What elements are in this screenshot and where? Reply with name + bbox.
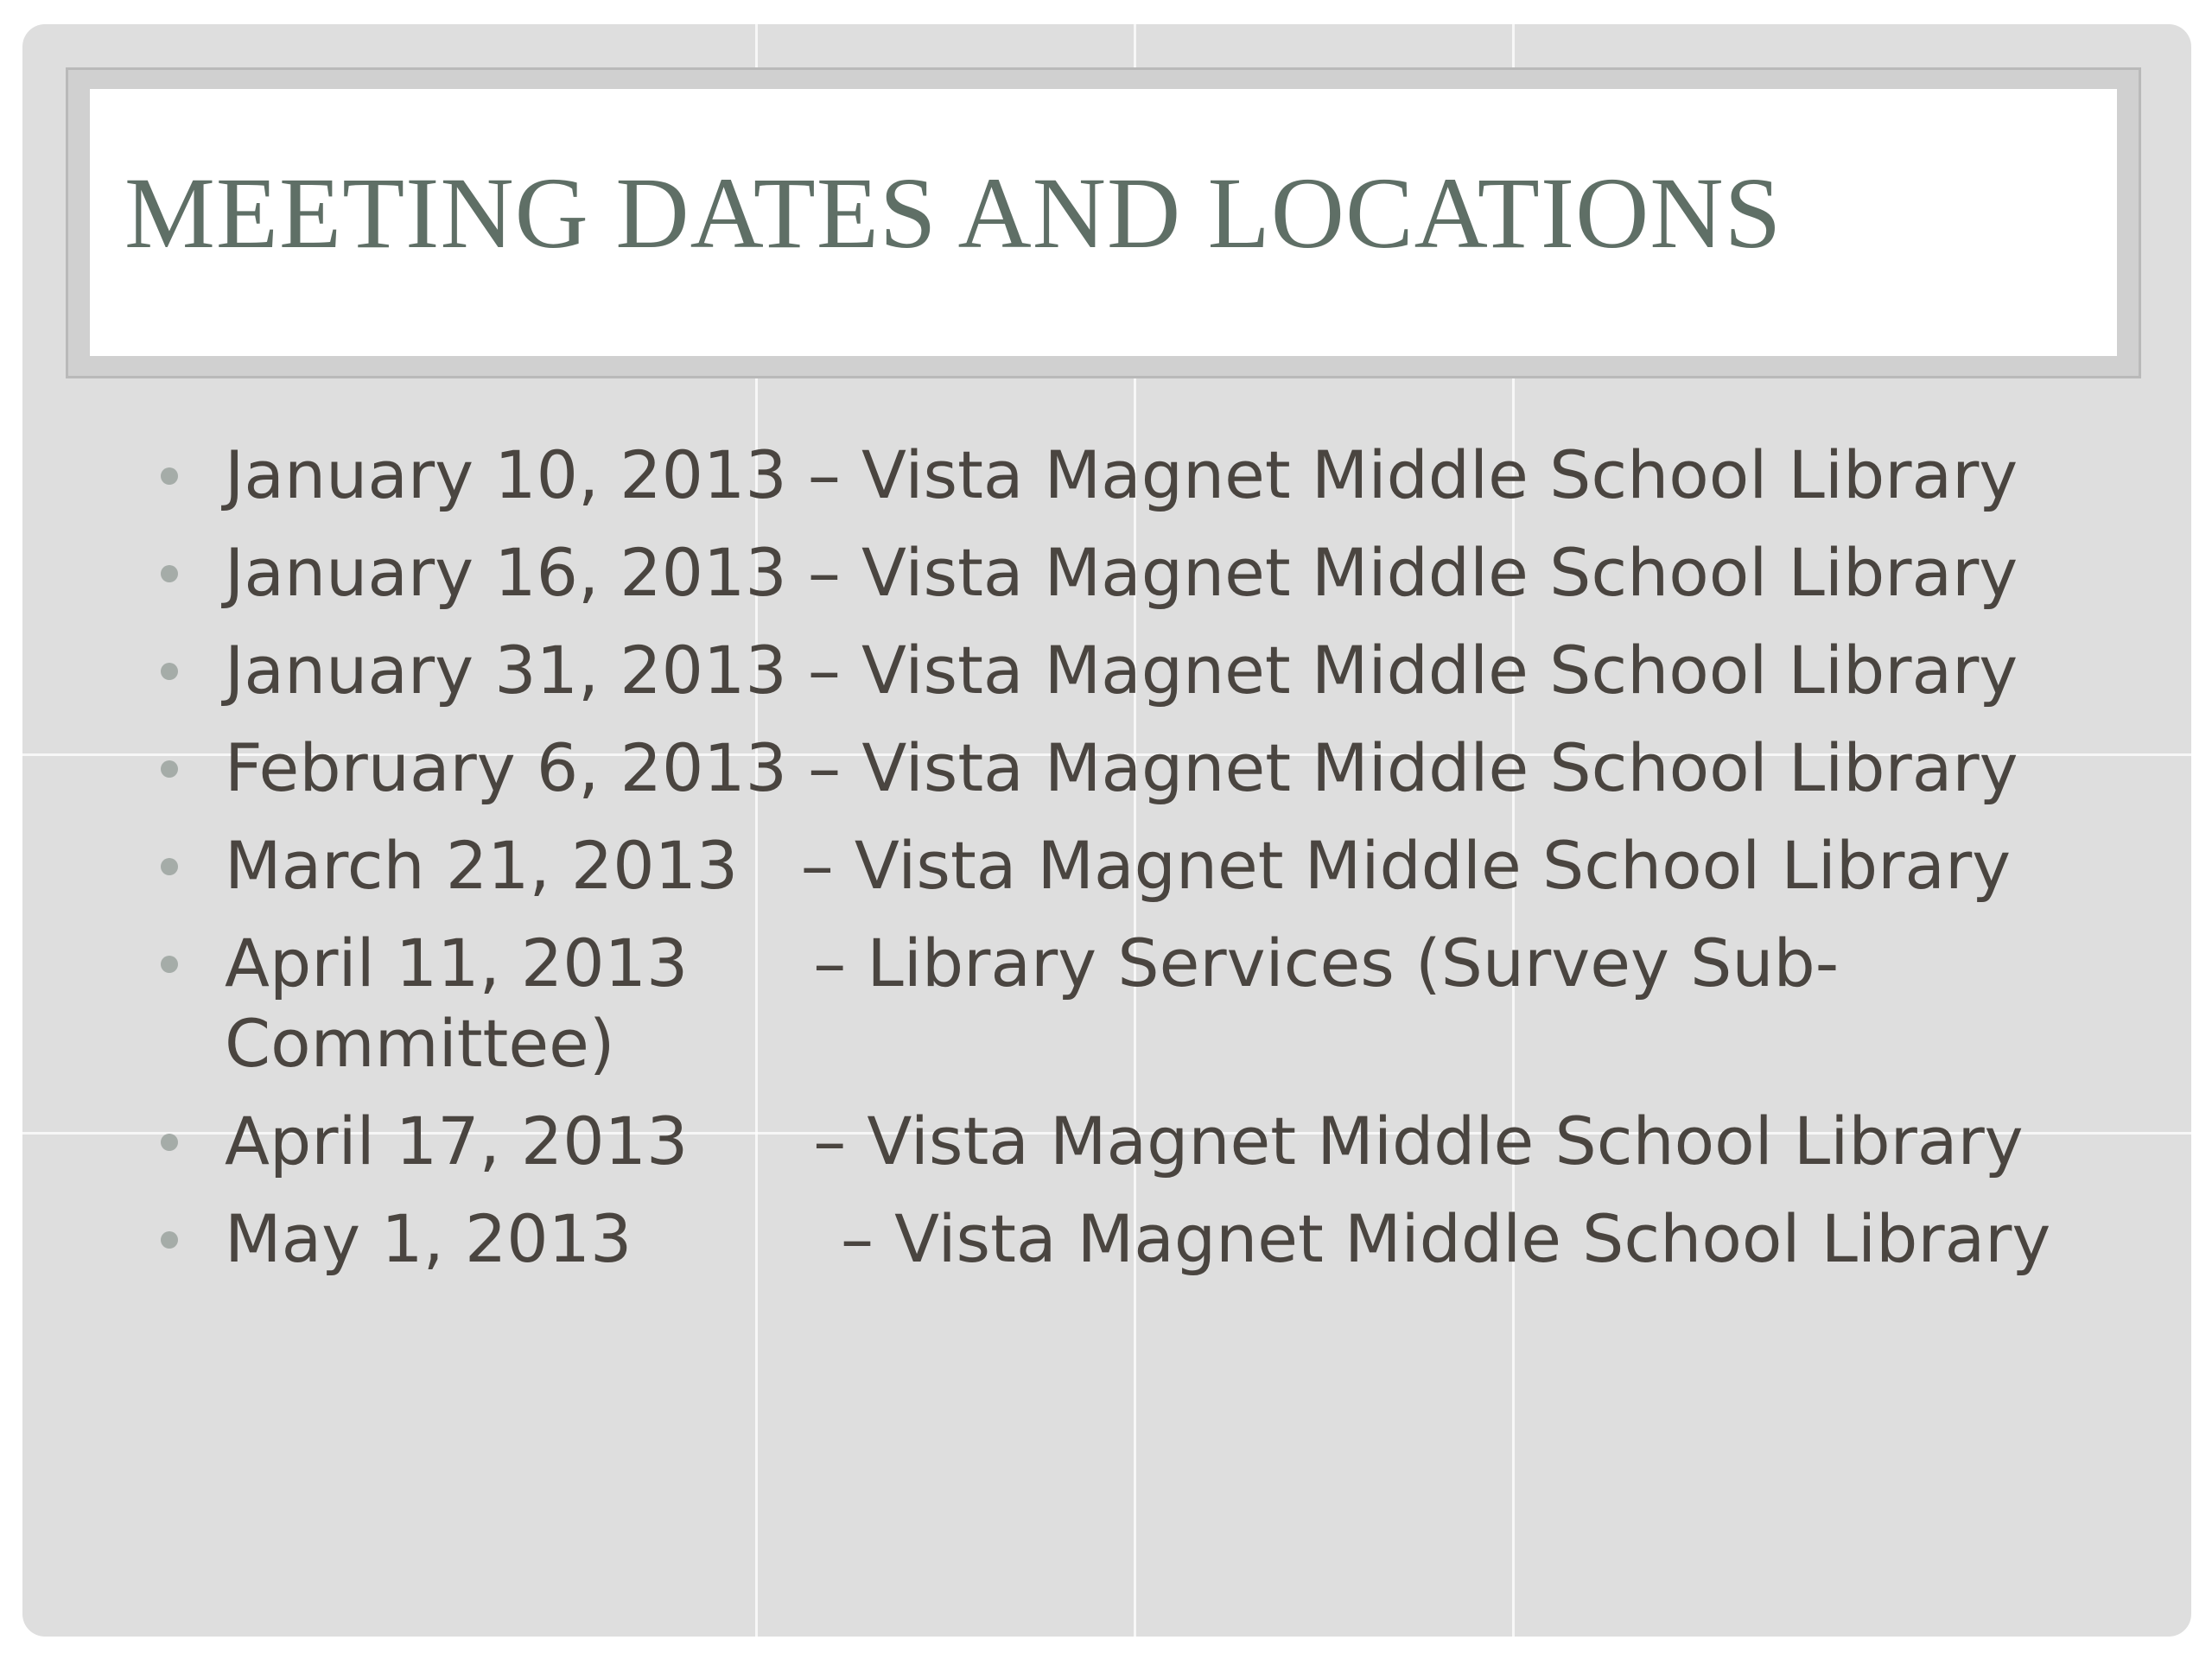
meeting-item [161, 435, 2148, 515]
meeting-separator: – [738, 827, 855, 904]
bullet-icon [161, 1231, 178, 1249]
meeting-location: Vista Magnet Middle School Library [861, 534, 2018, 611]
meeting-item [161, 1198, 2148, 1279]
meeting-date: April 11, 2013 [225, 925, 689, 1001]
meeting-separator: – [688, 925, 868, 1001]
title-frame [66, 67, 2141, 378]
bullet-icon [161, 956, 178, 973]
meeting-item [161, 728, 2148, 808]
slide [22, 24, 2191, 1637]
meeting-date: January 10, 2013 [225, 436, 787, 513]
bullet-icon [161, 565, 178, 582]
meeting-item [161, 532, 2148, 613]
meeting-location: Vista Magnet Middle School Library [861, 436, 2018, 513]
meeting-date: January 16, 2013 [225, 534, 787, 611]
meeting-list [161, 435, 2148, 1296]
meeting-location: Vista Magnet Middle School Library [867, 1103, 2024, 1179]
slide-title: MEETING DATES AND LOCATIONS [124, 156, 1783, 270]
meeting-separator: – [688, 1103, 868, 1179]
meeting-item [161, 630, 2148, 710]
meeting-location: Library Services (Survey Sub-Committee) [225, 925, 1840, 1082]
title-box [90, 89, 2117, 356]
meeting-date: May 1, 2013 [225, 1200, 632, 1277]
meeting-location: Vista Magnet Middle School Library [861, 632, 2018, 709]
meeting-separator: – [786, 436, 862, 513]
meeting-location: Vista Magnet Middle School Library [854, 827, 2012, 904]
meeting-item [161, 923, 1918, 1084]
meeting-location: Vista Magnet Middle School Library [861, 729, 2018, 806]
meeting-item [161, 1101, 2148, 1181]
meeting-separator: – [786, 632, 862, 709]
meeting-date: April 17, 2013 [225, 1103, 689, 1179]
meeting-separator: – [787, 729, 862, 806]
meeting-date: January 31, 2013 [225, 632, 787, 709]
bullet-icon [161, 467, 178, 485]
meeting-separator: – [632, 1200, 895, 1277]
bullet-icon [161, 1134, 178, 1151]
meeting-item [161, 825, 2148, 906]
bullet-icon [161, 663, 178, 680]
meeting-date: March 21, 2013 [225, 827, 739, 904]
bullet-icon [161, 760, 178, 778]
bullet-icon [161, 858, 178, 875]
meeting-separator: – [786, 534, 862, 611]
meeting-date: February 6, 2013 [225, 729, 788, 806]
meeting-location: Vista Magnet Middle School Library [894, 1200, 2051, 1277]
